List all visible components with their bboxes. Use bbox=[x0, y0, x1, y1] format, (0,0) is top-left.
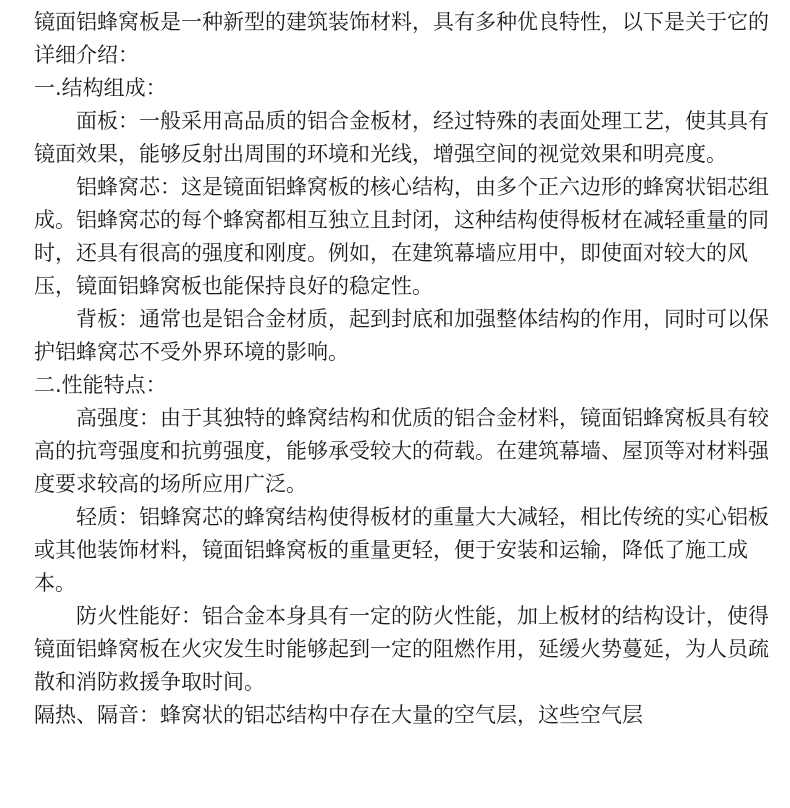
section-heading-performance: 二.性能特点： bbox=[34, 373, 167, 397]
intro-paragraph: 镜面铝蜂窝板是一种新型的建筑装饰材料，具有多种优良特性，以下是关于它的详细介绍： bbox=[34, 10, 769, 67]
paragraph-panel: 面板：一般采用高品质的铝合金板材，经过特殊的表面处理工艺，使其具有镜面效果，能够反射出周围的环境和光线，增强空间的视觉效果和明亮度。 bbox=[34, 109, 769, 166]
paragraph-insulation: 隔热、隔音：蜂窝状的铝芯结构中存在大量的空气层，这些空气层 bbox=[34, 703, 643, 727]
paragraph-back-panel: 背板：通常也是铝合金材质，起到封底和加强整体结构的作用，同时可以保护铝蜂窝芯不受外界环境的影响。 bbox=[34, 307, 769, 364]
paragraph-honeycomb-core: 铝蜂窝芯：这是镜面铝蜂窝板的核心结构，由多个正六边形的蜂窝状铝芯组成。铝蜂窝芯的每个蜂窝都相互独立且封闭，这种结构使得板材在减轻重量的同时，还具有很高的强度和刚度。例如，在建筑幕墙应用中，即使面对较大的风压，镜面铝蜂窝板也能保持良好的稳定性。 bbox=[34, 175, 769, 298]
paragraph-fire-resistance: 防火性能好：铝合金本身具有一定的防火性能，加上板材的结构设计，使得镜面铝蜂窝板在火灾发生时能够起到一定的阻燃作用，延缓火势蔓延，为人员疏散和消防救援争取时间。 bbox=[34, 604, 769, 694]
paragraph-lightweight: 轻质：铝蜂窝芯的蜂窝结构使得板材的重量大大减轻，相比传统的实心铝板或其他装饰材料，镜面铝蜂窝板的重量更轻，便于安装和运输，降低了施工成本。 bbox=[34, 505, 769, 595]
section-heading-structure: 一.结构组成： bbox=[34, 76, 167, 100]
article-body bbox=[34, 6, 774, 732]
paragraph-high-strength: 高强度：由于其独特的蜂窝结构和优质的铝合金材料，镜面铝蜂窝板具有较高的抗弯强度和抗剪强度，能够承受较大的荷载。在建筑幕墙、屋顶等对材料强度要求较高的场所应用广泛。 bbox=[34, 406, 769, 496]
